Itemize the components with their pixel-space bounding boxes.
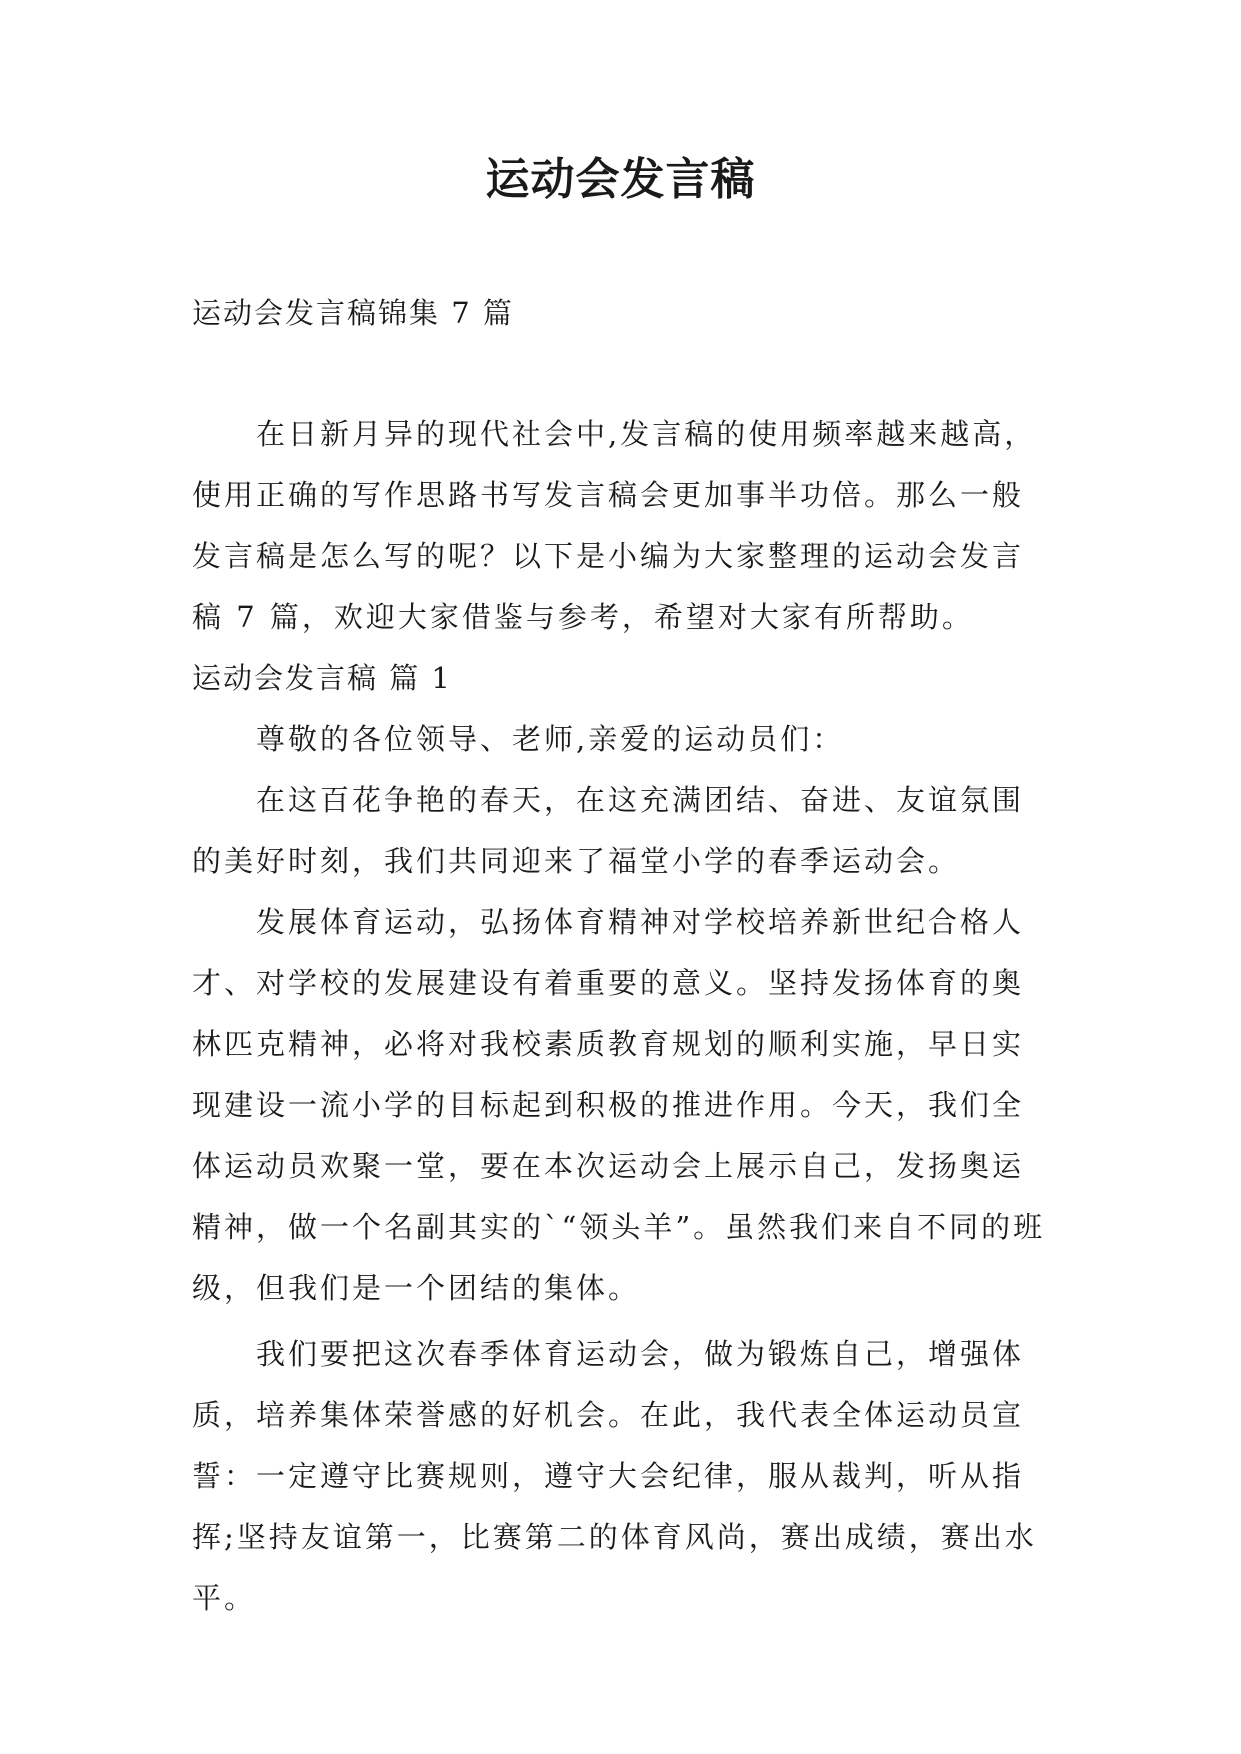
spring-text: 在这百花争艳的春天，在这充满团结、奋进、友谊氛围的美好时刻，我们共同迎来了福堂小学的春季运动会。 <box>192 783 1025 878</box>
intro-text: 在日新月异的现代社会中,发言稿的使用频率越来越高，使用正确的写作思路书写发言稿会更加事半功倍。那么一般发言稿是怎么写的呢？以下是小编为大家整理的运动会发言稿 7 篇，欢迎大家借鉴与参考，希望对大家有所帮助。 <box>192 417 1037 634</box>
greeting-paragraph <box>192 709 1052 770</box>
development-text: 发展体育运动，弘扬体育精神对学校培养新世纪合格人才、对学校的发展建设有着重要的意义。坚持发扬体育的奥林匹克精神，必将对我校素质教育规划的顺利实施，早日实现建设一流小学的目标起到积极的推进作用。今天，我们全体运动员欢聚一堂，要在本次运动会上展示自己，发扬奥运精神，做一个名副其实的`“领头羊”。虽然我们来自不同的班级，但我们是一个团结的集体。 <box>192 905 1046 1305</box>
section-heading <box>192 648 1052 709</box>
greeting-text: 尊敬的各位领导、老师,亲爱的运动员们： <box>256 722 845 756</box>
vow-text: 我们要把这次春季体育运动会，做为锻炼自己，增强体质，培养集体荣誉感的好机会。在此，我代表全体运动员宣誓：一定遵守比赛规则，遵守大会纪律，服从裁判，听从指挥;坚持友谊第一，比赛第二的体育风尚，赛出成绩，赛出水平。 <box>192 1337 1037 1615</box>
intro-paragraph <box>192 404 1052 648</box>
vow-paragraph <box>192 1324 1052 1629</box>
page-title: 运动会发言稿 <box>485 154 756 205</box>
section-heading-text: 运动会发言稿 篇 1 <box>192 661 452 695</box>
development-paragraph <box>192 892 1052 1319</box>
document-subtitle: 运动会发言稿锦集 7 篇 <box>192 296 514 330</box>
spring-paragraph <box>192 770 1052 892</box>
